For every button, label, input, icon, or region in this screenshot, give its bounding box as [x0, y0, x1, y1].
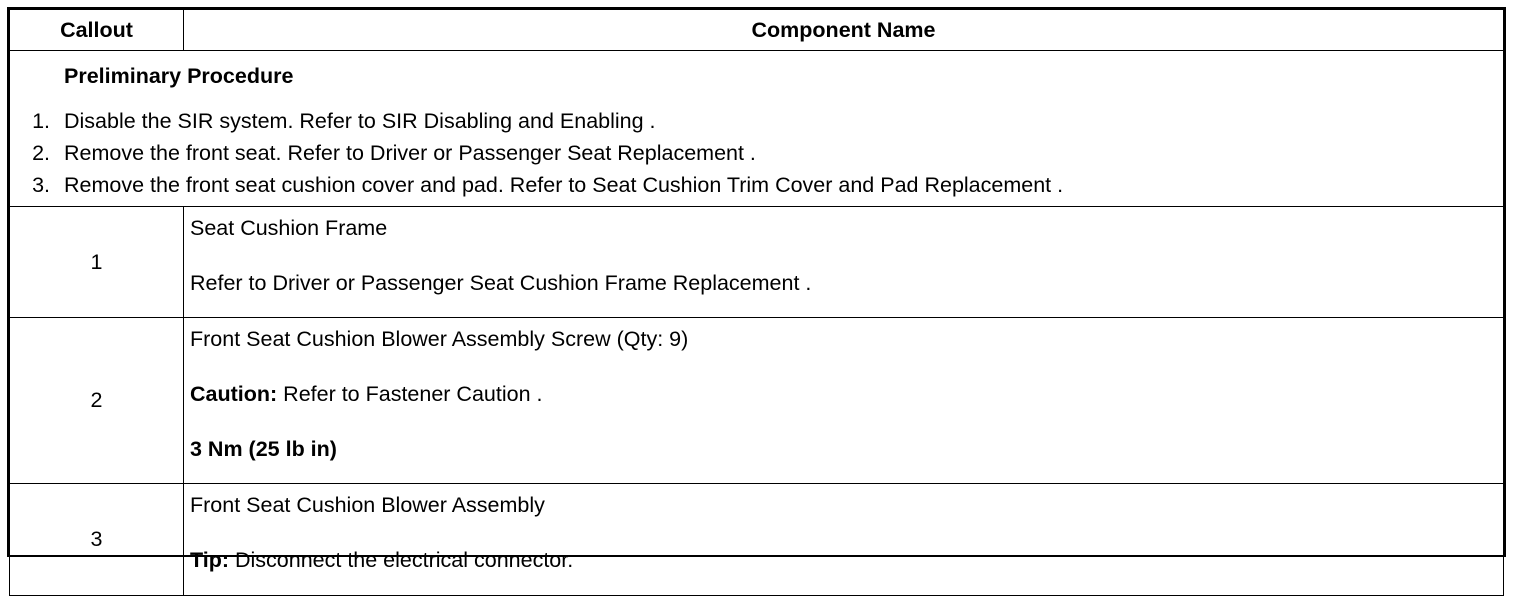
procedure-table	[9, 9, 1504, 596]
preliminary-procedure	[10, 51, 1504, 207]
table-row	[10, 318, 1504, 484]
tip-text: Disconnect the electrical connector.	[229, 548, 574, 572]
table-row	[10, 207, 1504, 318]
caution-label: Caution:	[190, 382, 278, 406]
tip-line	[190, 547, 1497, 573]
torque-spec	[190, 436, 1497, 462]
callout-cell: 3	[10, 484, 184, 596]
step-item	[10, 137, 1503, 169]
step-text: Remove the front seat cushion cover and pad. Refer to Seat Cushion Trim Cover and Pad Replacement .	[64, 173, 1064, 197]
header-row	[10, 10, 1504, 51]
callout-cell: 1	[10, 207, 184, 318]
caution-line	[190, 381, 1497, 407]
step-text: Disable the SIR system. Refer to SIR Disabling and Enabling .	[64, 109, 656, 133]
step-item	[10, 169, 1503, 201]
header-component-name: Component Name	[184, 10, 1504, 51]
step-number: 3.	[32, 173, 50, 197]
caution-text: Refer to Fastener Caution .	[277, 382, 543, 406]
callout-cell: 2	[10, 318, 184, 484]
header-callout: Callout	[10, 10, 184, 51]
table-row	[10, 484, 1504, 596]
component-name: Seat Cushion Frame	[190, 216, 388, 240]
component-name: Front Seat Cushion Blower Assembly	[190, 493, 545, 517]
step-item	[10, 105, 1503, 137]
preliminary-steps	[10, 105, 1503, 201]
tip-label: Tip:	[190, 548, 230, 572]
procedure-table-frame	[7, 7, 1506, 572]
component-name: Front Seat Cushion Blower Assembly Screw (Qty: 9)	[190, 327, 689, 351]
component-note: Refer to Driver or Passenger Seat Cushion Frame Replacement .	[190, 271, 812, 295]
step-text: Remove the front seat. Refer to Driver or Passenger Seat Replacement .	[64, 141, 756, 165]
torque-value: 3 Nm (25 lb in)	[190, 437, 337, 461]
step-number: 2.	[32, 141, 50, 165]
step-number: 1.	[32, 109, 50, 133]
preliminary-title: Preliminary Procedure	[64, 64, 294, 88]
preliminary-row	[10, 51, 1504, 207]
component-cell	[184, 207, 1504, 318]
component-cell	[184, 484, 1504, 596]
component-cell	[184, 318, 1504, 484]
